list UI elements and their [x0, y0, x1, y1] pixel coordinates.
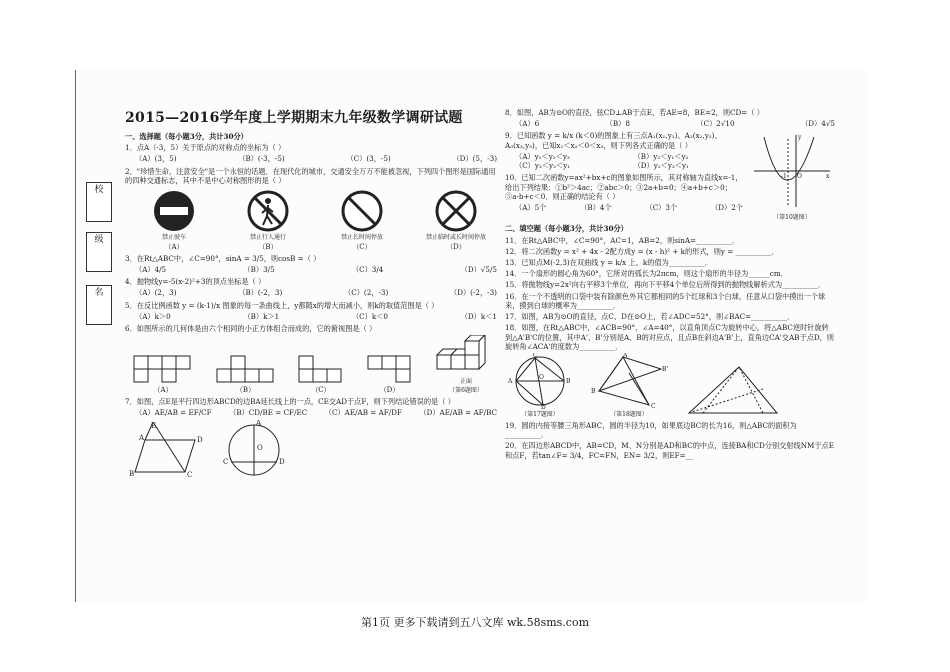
right-column — [505, 108, 835, 462]
q4-options — [135, 288, 497, 297]
q5-option-b: （B）k＞1 — [243, 311, 280, 321]
question-18: 18．如图，在Rt△ABC中，∠ACB=90°，∠A=40°，以直角顶点C为旋转中心，将△ABC逆时针旋转到△A'B'C的位置，其中A'、B'分别是A、B的对应点，且点B在斜边A'B'上，直角边CA'交AB于点D，则旋转角∠ACA'的度数为__________． — [505, 323, 834, 351]
margin-name-box — [86, 285, 112, 325]
q8-option-b: （B）8 — [605, 119, 630, 129]
parabola-graph-figure — [750, 131, 834, 211]
svg-text:A: A — [508, 377, 513, 385]
traffic-signs — [139, 189, 491, 252]
sign-a-caption: 禁止驶车 — [161, 234, 186, 241]
section-choice: 一、选择题（每小题3分，共计30分） — [125, 131, 248, 141]
no-pedestrian-sign-icon — [246, 189, 290, 233]
q10-figure — [749, 131, 835, 221]
question-19: 19．圆的内接等腰三角形ABC，圆的半径为10，如果底边BC的长为16，则△ABC的面积为__________． — [505, 420, 797, 440]
q3-option-b: （B）3/5 — [243, 264, 275, 274]
svg-text:B': B' — [662, 365, 669, 373]
svg-text:O: O — [539, 373, 544, 381]
q8-options — [515, 119, 835, 128]
q6-option-d: （D） — [379, 385, 400, 394]
svg-text:y: y — [798, 134, 802, 142]
question-20: 20．在四边形ABCD中，AB=CD，M、N分别是AD和BC的中点，连接BA和CD分别交射线NM于点E和点F，若tan∠F= 3/4，FC=FN，EN= 3/2，则EF=__ — [505, 441, 834, 460]
svg-text:-1: -1 — [781, 173, 787, 181]
svg-text:B: B — [129, 470, 135, 479]
cube-stack-figure — [435, 335, 497, 375]
q1-option-d: （D）(5，-3) — [452, 154, 497, 164]
sign-d-label: （D） — [446, 242, 466, 251]
margin-label-class: 级 — [94, 235, 104, 245]
q9-option-a: （A）y₁＜y₂＜y₃ — [515, 151, 570, 161]
q10-options — [515, 203, 743, 212]
q9-option-d: （D）y₂＜y₃＜y₁ — [633, 161, 689, 171]
q8-option-a: （A）6 — [515, 119, 540, 129]
q6-front-label: 正面 — [459, 378, 472, 386]
q7-option-c: （C）AE/AB = AF/DF — [324, 407, 402, 417]
q9-options — [515, 152, 743, 170]
q10-option-d: （D）2个 — [711, 202, 743, 212]
q10-option-a: （A）5个 — [515, 202, 547, 212]
svg-text:D: D — [197, 436, 203, 445]
margin-label-school: 校 — [94, 185, 104, 195]
q3-options — [135, 265, 497, 274]
svg-text:A: A — [256, 420, 262, 428]
svg-text:O: O — [257, 444, 263, 453]
sign-b-caption: 禁止行人通行 — [249, 234, 286, 241]
question-2: 2．"珍惜生命，注意安全"是一个永恒的话题．在现代化的城市，交通安全万万不能被忽视，下列四个图形是国际通用的四种交通标志，其中不是中心对称图形的是（ ） — [125, 166, 496, 185]
parallelogram-figure — [125, 420, 205, 478]
page-footer: 第1页 更多下载请到五八文库 wk.58sms.com — [361, 616, 589, 629]
q4-option-b: （B）(-2，3) — [238, 288, 283, 298]
no-parking-sign-icon — [434, 189, 478, 233]
question-17: 17．如图，AB为⊙O的直径，点C、D在⊙O上，若∠ADC=52°，则∠BAC=__________． — [505, 312, 795, 322]
no-long-parking-sign-icon — [340, 189, 384, 233]
q10-option-c: （C）3个 — [645, 202, 678, 212]
q6-view-b — [216, 355, 276, 395]
q5-option-d: （D）k＜1 — [460, 311, 497, 321]
question-8: 8．如图，AB为⊙O的直径，弦CD⊥AB于点E，若AE=8，BE=2，则CD=（ ） — [505, 108, 764, 117]
sign-c-label: （C） — [352, 242, 372, 251]
question-6: 6．如图所示的几何体是由六个相同的小正方体组合而成的，它的俯视图是（ ） — [125, 323, 377, 333]
q3-option-a: （A）4/5 — [135, 264, 167, 274]
q7-option-d: （D）AE/AB = AF/BC — [419, 407, 497, 417]
section-fill: 二、填空题（每小题3分，共计30分） — [505, 224, 628, 234]
q7-q8-figures — [125, 420, 497, 478]
svg-text:D: D — [541, 403, 546, 409]
q5-options — [135, 312, 497, 321]
svg-text:D: D — [279, 458, 285, 467]
question-7: 7．如图，点E是平行四边形ABCD的边BA延长线上的一点，CE交AD于点F，则下列结论错误的是（ ） — [125, 396, 455, 406]
q7-option-a: （A）AE/AB = EF/CF — [135, 407, 212, 417]
q9-q10-block — [505, 131, 835, 221]
q7-option-b: （B）CD/BE = CF/EC — [229, 407, 308, 417]
q1-option-a: （A）(3，5) — [135, 154, 177, 164]
left-column — [125, 110, 497, 480]
q17-q18-figures — [505, 353, 835, 419]
q6-view-a — [133, 355, 193, 395]
q9-option-c: （C）y₃＜y₂＜y₁ — [515, 161, 571, 171]
q5-option-c: （C）k＜0 — [351, 311, 388, 321]
top-view-d-figure — [367, 355, 413, 383]
svg-text:B: B — [591, 387, 596, 395]
q18-figure — [589, 353, 669, 419]
svg-text:C: C — [651, 402, 656, 409]
q6-views — [133, 335, 497, 395]
q6-option-c: （C） — [311, 385, 331, 394]
question-11: 11．在Rt△ABC中，∠C=90°，AC=1，AB=2，则sinA=__________． — [505, 235, 740, 245]
svg-text:x: x — [826, 173, 830, 181]
q4-option-a: （A）(2，3) — [135, 288, 177, 298]
no-entry-sign-icon — [152, 189, 196, 233]
svg-text:C: C — [533, 352, 538, 359]
margin-class-box — [86, 232, 112, 272]
top-view-c-figure — [298, 355, 344, 383]
svg-text:A: A — [139, 434, 145, 443]
q10-option-b: （B）4个 — [580, 202, 612, 212]
question-3: 3．在Rt△ABC中，∠C=90°，sinA = 3/5，则cosB =（ ） — [125, 253, 321, 263]
question-13: 13．已知点M(-2,3)在双曲线 y = k/x 上，k的值为__________． — [505, 257, 712, 267]
q6-figure-caption: （第6题图） — [449, 387, 483, 395]
q17-figure-caption: （第17题图） — [521, 411, 559, 419]
q8-option-c: （C）2√10 — [696, 119, 735, 129]
q17-figure — [505, 353, 575, 419]
q9-option-b: （B）y₃＜y₁＜y₂ — [633, 151, 689, 161]
svg-text:E: E — [151, 422, 157, 431]
q6-option-a: （A） — [153, 385, 173, 394]
margin-school-box — [86, 182, 112, 222]
q6-option-b: （B） — [235, 385, 256, 394]
q6-solid — [435, 335, 497, 395]
svg-text:A: A — [623, 352, 628, 359]
svg-text:B: B — [566, 377, 571, 385]
question-4: 4．抛物线y=-5(x-2)²+3的顶点坐标是（ ） — [125, 277, 266, 287]
q6-view-c — [298, 355, 344, 395]
svg-text:O: O — [797, 173, 802, 181]
q3-option-c: （C）3/4 — [351, 264, 384, 274]
question-1: 1．点A（-3，5）关于原点的对称点的坐标为（ ） — [125, 143, 286, 153]
question-16: 16．在一个不透明的口袋中装有除颜色外其它都相同的5个红球和3个白球，任意从口袋中摸出一个球来，摸到白球的概率为__________． — [505, 291, 826, 310]
svg-text:C: C — [223, 458, 229, 467]
q1-option-b: （B）(-3，-5) — [238, 154, 285, 164]
q7-options — [135, 408, 497, 417]
question-5: 5．在反比例函数 y = (k-1)/x 图象的每一条曲线上，y都随x的增大而减小，则k的取值范围是（ ） — [125, 300, 439, 310]
rotated-triangles-figure — [589, 353, 669, 409]
q6-view-d — [367, 355, 413, 395]
sign-b-label: （B） — [258, 242, 278, 251]
question-15: 15．将抛物线y=2x²向右平移3个单位，再向下平移4个单位后所得到的抛物线解析式为__________． — [505, 280, 826, 290]
q10-figure-caption: （第10题图） — [773, 213, 811, 221]
sign-d-caption: 禁止临时或长时间停放 — [425, 234, 486, 241]
sign-a-label: （A） — [164, 242, 184, 251]
q3-option-d: （D）√5/5 — [460, 264, 497, 274]
exam-title: 2015—2016学年度上学期期末九年级数学调研试题 — [125, 110, 463, 126]
q5-option-a: （A）k＞0 — [135, 311, 171, 321]
svg-text:C: C — [187, 471, 193, 479]
question-9: 9．已知函数 y = k/x (k＜0)的图象上有三点A₁(x₁,y₁)、A₂(x₂,y₂)、A₃(x₃,y₃)，已知x₁＜x₂＜0＜x₃，则下列各式正确的是（ ） — [505, 131, 722, 150]
sign-a — [139, 189, 209, 252]
question-10: 10．已知二次函数y=ax²+bx+c的图象如图所示，其对称轴为直线x=-1，给出下列结果：①b²＞4ac；②abc＞0；③2a+b=0；④a+b+c＞0；⑤a-b+c＜0．则正确的结论有（ ） — [505, 173, 743, 201]
sign-b — [233, 189, 303, 252]
question-12: 12．将二次函数y = x² + 4x - 2配方成y = (x - h)² + k的形式，则y = __________． — [505, 246, 779, 256]
top-view-a-figure — [133, 355, 193, 383]
circle-diameter-figure — [505, 353, 575, 409]
q8-option-d: （D）4√5 — [801, 119, 835, 129]
margin-label-name: 名 — [94, 288, 104, 298]
q1-options — [135, 154, 497, 163]
sign-c — [327, 189, 397, 252]
sign-c-caption: 禁止长时间停放 — [340, 234, 383, 241]
dotted-triangle-figure — [683, 363, 783, 419]
q9-q10-text — [505, 131, 743, 221]
q1-option-c: （C）(3，-5) — [346, 154, 391, 164]
q4-option-d: （D）(-2，-3) — [450, 288, 497, 298]
question-14: 14．一个扇形的圆心角为60°，它所对的弧长为2πcm，则这个扇形的半径为______cm． — [505, 269, 788, 279]
circle-chord-figure — [219, 420, 289, 478]
q18-figure-caption: （第18题图） — [610, 411, 648, 419]
top-view-b-figure — [216, 355, 276, 383]
q4-option-c: （C）(2，-3) — [344, 288, 389, 298]
sign-d — [421, 189, 491, 252]
